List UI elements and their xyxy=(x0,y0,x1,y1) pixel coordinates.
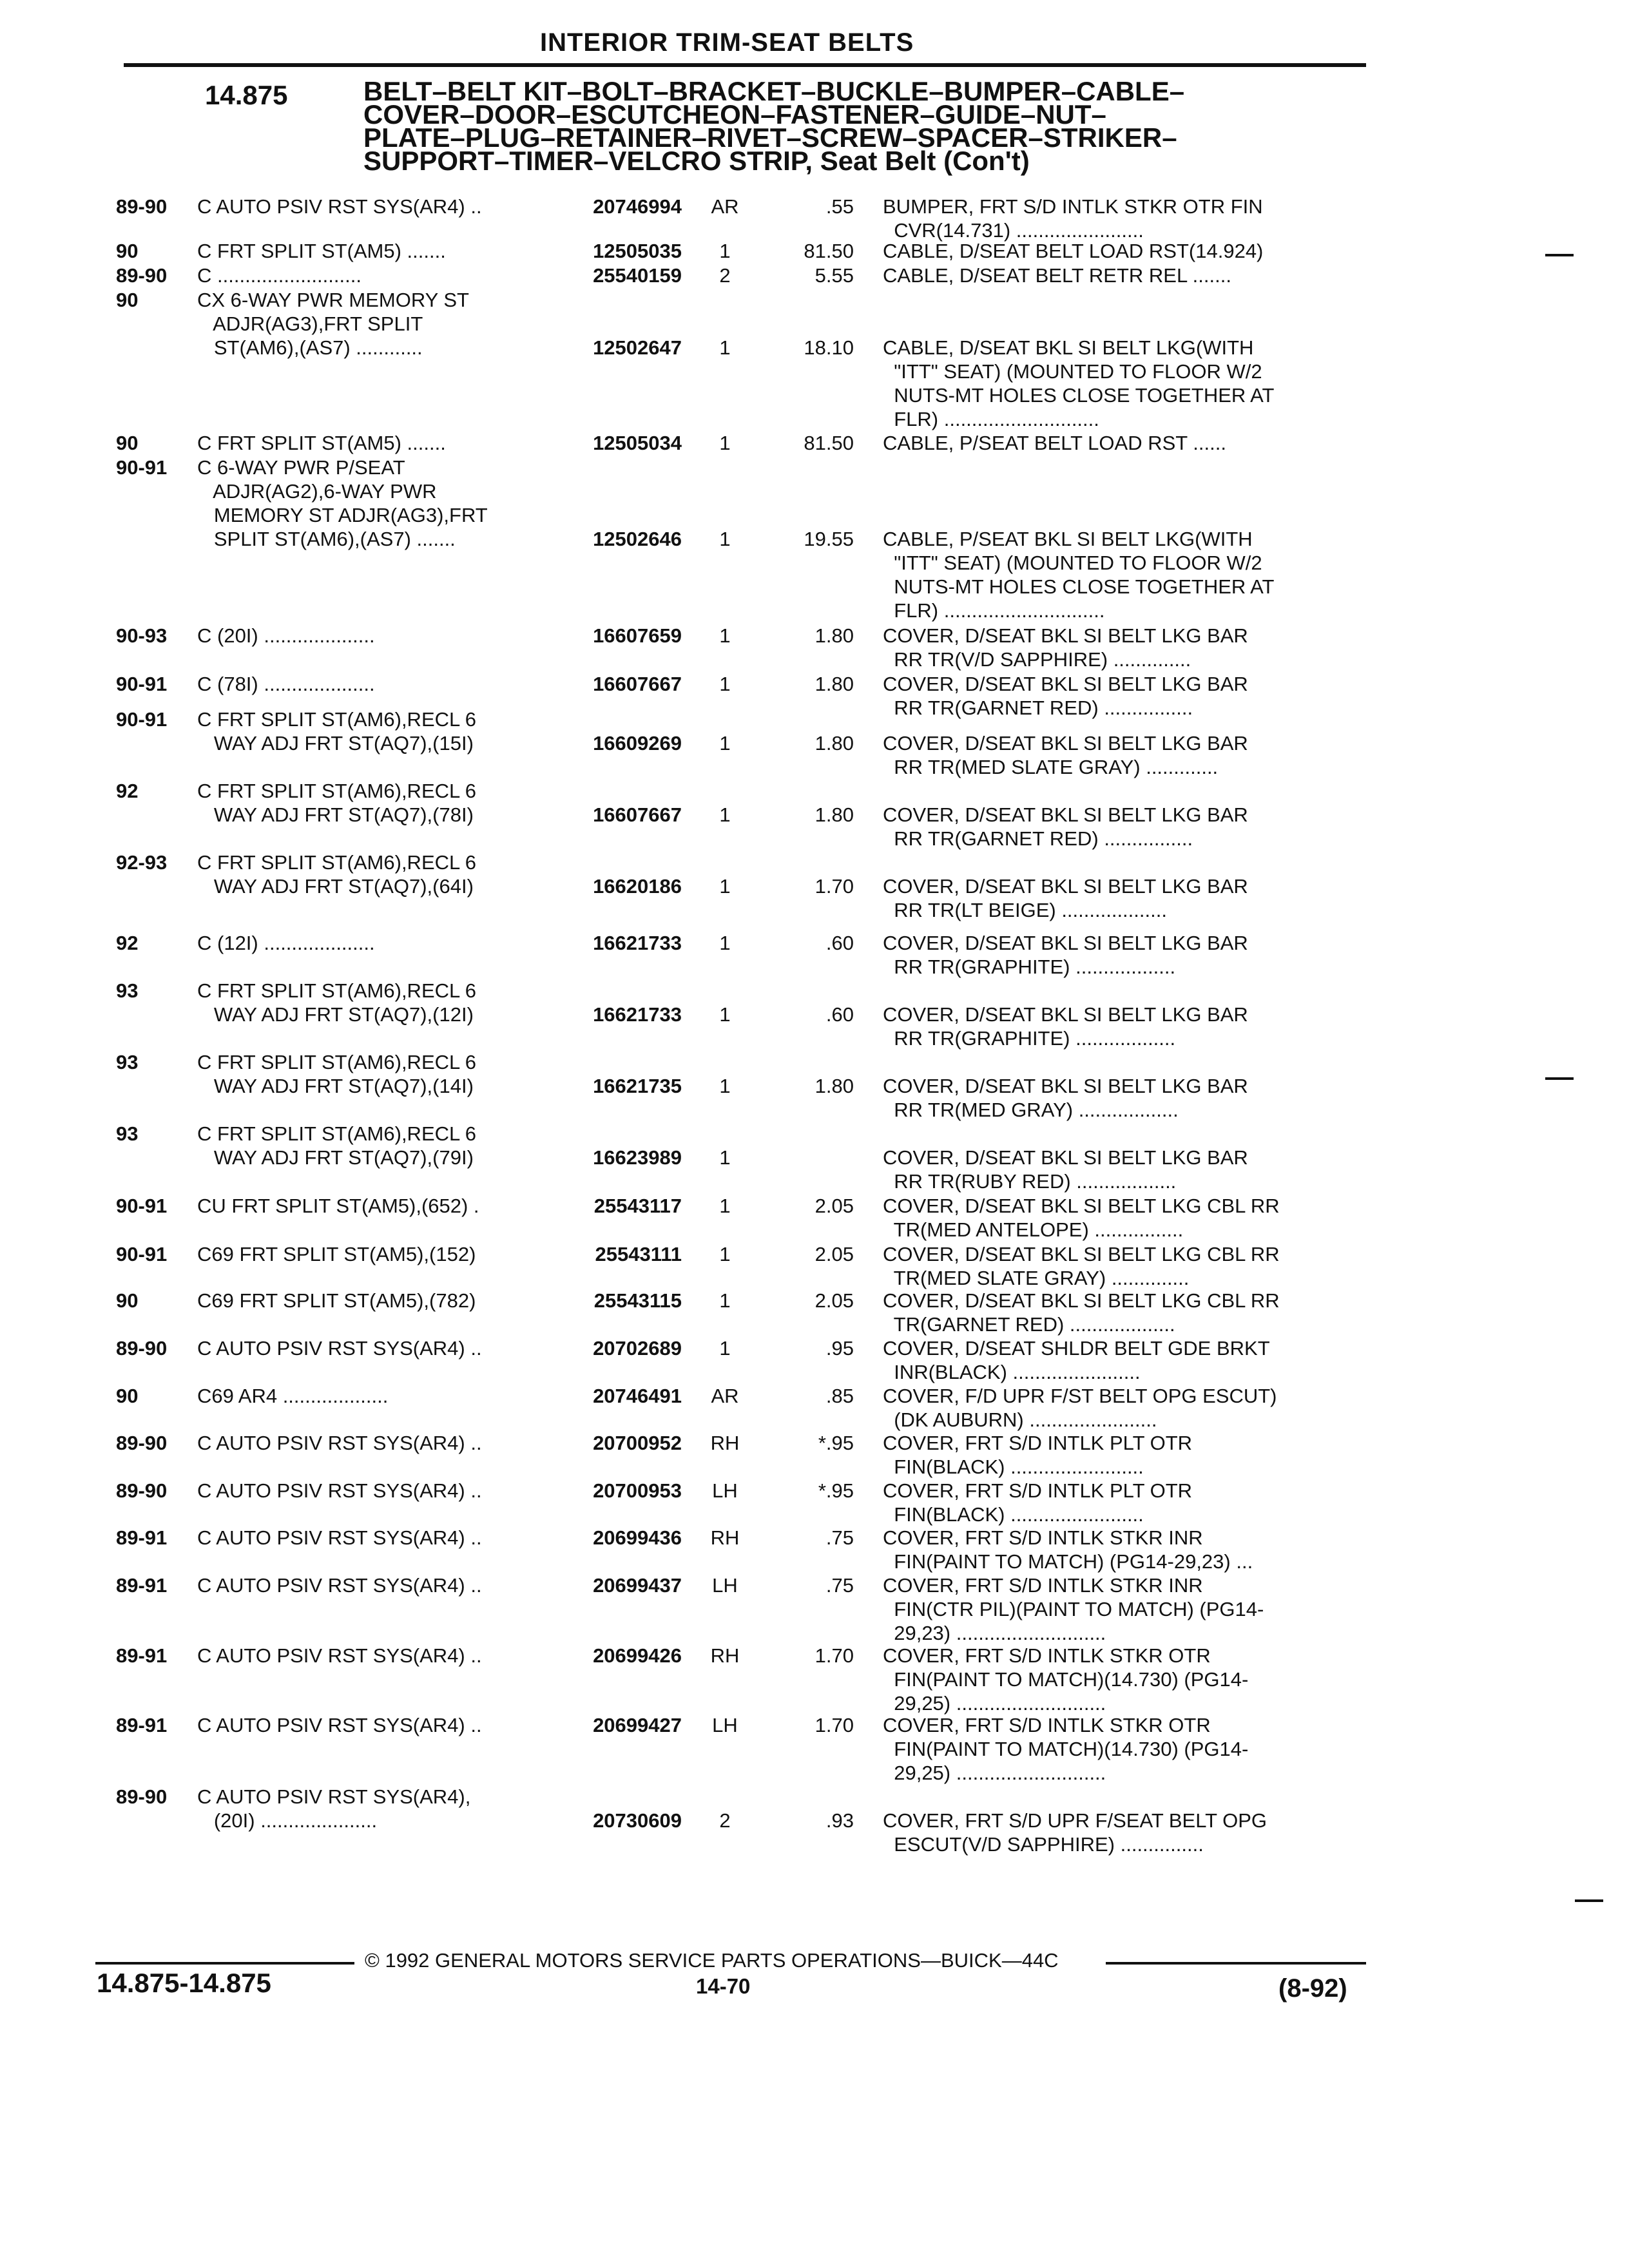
model-year: 93 xyxy=(116,979,139,1002)
part-number: 12502646 xyxy=(593,528,682,550)
model-year: 92 xyxy=(116,932,139,954)
model-year: 92 xyxy=(116,780,139,802)
part-description: BUMPER, FRT S/D INTLK STKR OTR FIN CVR(14.731) ....................... xyxy=(883,195,1263,242)
model-year: 92-93 xyxy=(116,851,168,874)
model-year: 89-91 xyxy=(116,1574,168,1597)
model-year: 90-93 xyxy=(116,624,168,647)
part-description: COVER, FRT S/D INTLK STKR INR FIN(CTR PIL)(PAINT TO MATCH) (PG14- 29,23) ........................... xyxy=(883,1574,1264,1644)
part-number: 16607659 xyxy=(593,624,682,647)
usage-description: C FRT SPLIT ST(AM6),RECL 6 WAY ADJ FRT ST(AQ7),(64I) xyxy=(197,851,476,898)
price: 19.55 xyxy=(804,528,854,550)
model-year: 90 xyxy=(116,240,139,262)
model-year: 89-91 xyxy=(116,1644,168,1667)
usage-description: C69 FRT SPLIT ST(AM5),(782) xyxy=(197,1289,476,1312)
price: .93 xyxy=(825,1809,854,1832)
price: 2.05 xyxy=(815,1243,854,1265)
model-year: 90-91 xyxy=(116,456,168,479)
quantity: 1 xyxy=(719,528,731,550)
part-description: COVER, D/SEAT BKL SI BELT LKG CBL RR TR(MED SLATE GRAY) .............. xyxy=(883,1243,1280,1289)
section-heading-line: BELT–BELT KIT–BOLT–BRACKET–BUCKLE–BUMPER–CABLE– xyxy=(363,76,1185,106)
usage-description: C FRT SPLIT ST(AM5) ....... xyxy=(197,240,446,262)
usage-description: C AUTO PSIV RST SYS(AR4) .. xyxy=(197,195,482,218)
part-description: COVER, FRT S/D INTLK STKR OTR FIN(PAINT TO MATCH)(14.730) (PG14- 29,25) ........................... xyxy=(883,1714,1249,1784)
model-year: 90 xyxy=(116,289,139,311)
part-description: COVER, FRT S/D INTLK STKR INR FIN(PAINT TO MATCH) (PG14-29,23) ... xyxy=(883,1526,1253,1573)
part-number: 20702689 xyxy=(593,1337,682,1360)
usage-description: C AUTO PSIV RST SYS(AR4) .. xyxy=(197,1479,482,1502)
part-number: 16621735 xyxy=(593,1075,682,1097)
part-description: COVER, D/SEAT BKL SI BELT LKG BAR RR TR(LT BEIGE) ................... xyxy=(883,875,1248,921)
quantity: LH xyxy=(712,1714,738,1736)
price: 1.70 xyxy=(815,875,854,898)
usage-description: C FRT SPLIT ST(AM6),RECL 6 WAY ADJ FRT ST(AQ7),(12I) xyxy=(197,979,476,1026)
model-year: 90-91 xyxy=(116,1243,168,1265)
price: .95 xyxy=(825,1337,854,1360)
section-heading-line: COVER–DOOR–ESCUTCHEON–FASTENER–GUIDE–NUT– xyxy=(363,99,1106,130)
price: 2.05 xyxy=(815,1289,854,1312)
part-description: COVER, D/SEAT BKL SI BELT LKG BAR RR TR(MED SLATE GRAY) ............. xyxy=(883,732,1248,778)
model-year: 89-90 xyxy=(116,1432,168,1454)
usage-description: C FRT SPLIT ST(AM6),RECL 6 WAY ADJ FRT ST(AQ7),(78I) xyxy=(197,780,476,826)
price: .55 xyxy=(825,195,854,218)
part-description: COVER, FRT S/D INTLK PLT OTR FIN(BLACK) ........................ xyxy=(883,1479,1193,1526)
price: 1.80 xyxy=(815,803,854,826)
quantity: 2 xyxy=(719,264,731,287)
quantity: 1 xyxy=(719,875,731,898)
margin-mark xyxy=(1545,254,1574,256)
part-description: CABLE, D/SEAT BELT RETR REL ....... xyxy=(883,264,1231,287)
price: .85 xyxy=(825,1385,854,1407)
part-number: 25540159 xyxy=(593,264,682,287)
quantity: 1 xyxy=(719,624,731,647)
footer-rule-left xyxy=(95,1962,354,1965)
usage-description: C69 AR4 ................... xyxy=(197,1385,389,1407)
part-description: COVER, D/SEAT BKL SI BELT LKG BAR RR TR(RUBY RED) .................. xyxy=(883,1146,1248,1193)
price: 2.05 xyxy=(815,1195,854,1217)
part-number: 12505035 xyxy=(593,240,682,262)
quantity: 1 xyxy=(719,932,731,954)
price: 1.70 xyxy=(815,1644,854,1667)
quantity: RH xyxy=(710,1644,740,1667)
part-number: 16620186 xyxy=(593,875,682,898)
model-year: 93 xyxy=(116,1122,139,1145)
model-year: 89-90 xyxy=(116,195,168,218)
usage-description: CU FRT SPLIT ST(AM5),(652) . xyxy=(197,1195,479,1217)
part-description: COVER, D/SEAT BKL SI BELT LKG BAR RR TR(GARNET RED) ................ xyxy=(883,803,1248,850)
price: 81.50 xyxy=(804,240,854,262)
part-number: 16621733 xyxy=(593,932,682,954)
usage-description: C (78I) .................... xyxy=(197,673,375,695)
part-number: 20746994 xyxy=(593,195,682,218)
price: *.95 xyxy=(818,1479,854,1502)
footer-page-number: 14-70 xyxy=(696,1974,751,1998)
part-description: COVER, D/SEAT BKL SI BELT LKG BAR RR TR(V/D SAPPHIRE) .............. xyxy=(883,624,1248,671)
model-year: 90 xyxy=(116,432,139,454)
price: .60 xyxy=(825,1003,854,1026)
quantity: LH xyxy=(712,1479,738,1502)
price: .60 xyxy=(825,932,854,954)
usage-description: C FRT SPLIT ST(AM5) ....... xyxy=(197,432,446,454)
part-number: 16607667 xyxy=(593,673,682,695)
header-rule xyxy=(124,63,1366,67)
price: *.95 xyxy=(818,1432,854,1454)
section-number: 14.875 xyxy=(205,80,288,110)
usage-description: C AUTO PSIV RST SYS(AR4), (20I) ..................... xyxy=(197,1785,471,1832)
quantity: AR xyxy=(711,1385,739,1407)
price: 5.55 xyxy=(815,264,854,287)
model-year: 89-90 xyxy=(116,264,168,287)
model-year: 89-91 xyxy=(116,1526,168,1549)
part-number: 20699436 xyxy=(593,1526,682,1549)
part-description: COVER, D/SEAT BKL SI BELT LKG BAR RR TR(GRAPHITE) .................. xyxy=(883,932,1248,978)
part-number: 16607667 xyxy=(593,803,682,826)
price: 1.80 xyxy=(815,624,854,647)
part-description: CABLE, P/SEAT BKL SI BELT LKG(WITH "ITT" SEAT) (MOUNTED TO FLOOR W/2 NUTS-MT HOLES CLOSE TOGETHER AT FLR) ............................. xyxy=(883,528,1275,622)
price: 18.10 xyxy=(804,336,854,359)
usage-description: C FRT SPLIT ST(AM6),RECL 6 WAY ADJ FRT ST(AQ7),(79I) xyxy=(197,1122,476,1169)
part-number: 16609269 xyxy=(593,732,682,754)
part-number: 25543111 xyxy=(595,1243,682,1265)
usage-description: C FRT SPLIT ST(AM6),RECL 6 WAY ADJ FRT ST(AQ7),(15I) xyxy=(197,708,476,754)
model-year: 89-90 xyxy=(116,1785,168,1808)
quantity: 1 xyxy=(719,1195,731,1217)
quantity: 1 xyxy=(719,673,731,695)
quantity: 1 xyxy=(719,432,731,454)
part-description: COVER, D/SEAT BKL SI BELT LKG BAR RR TR(GARNET RED) ................ xyxy=(883,673,1248,719)
part-description: COVER, FRT S/D UPR F/SEAT BELT OPG ESCUT(V/D SAPPHIRE) ............... xyxy=(883,1809,1268,1856)
model-year: 90-91 xyxy=(116,673,168,695)
model-year: 89-91 xyxy=(116,1714,168,1736)
part-description: COVER, D/SEAT BKL SI BELT LKG BAR RR TR(GRAPHITE) .................. xyxy=(883,1003,1248,1050)
part-description: COVER, D/SEAT BKL SI BELT LKG BAR RR TR(MED GRAY) .................. xyxy=(883,1075,1248,1121)
part-description: COVER, D/SEAT BKL SI BELT LKG CBL RR TR(MED ANTELOPE) ................ xyxy=(883,1195,1280,1241)
model-year: 93 xyxy=(116,1051,139,1073)
quantity: LH xyxy=(712,1574,738,1597)
price: .75 xyxy=(825,1526,854,1549)
quantity: 1 xyxy=(719,1289,731,1312)
part-description: COVER, FRT S/D INTLK STKR OTR FIN(PAINT TO MATCH)(14.730) (PG14- 29,25) ........................... xyxy=(883,1644,1249,1715)
quantity: 1 xyxy=(719,336,731,359)
price: 1.80 xyxy=(815,732,854,754)
section-heading-line: SUPPORT–TIMER–VELCRO STRIP, Seat Belt (Con't) xyxy=(363,146,1030,176)
part-number: 20699426 xyxy=(593,1644,682,1667)
part-description: COVER, D/SEAT SHLDR BELT GDE BRKT INR(BLACK) ....................... xyxy=(883,1337,1270,1383)
usage-description: C (20I) .................... xyxy=(197,624,375,647)
quantity: RH xyxy=(710,1526,740,1549)
quantity: RH xyxy=(710,1432,740,1454)
quantity: AR xyxy=(711,195,739,218)
part-number: 16623989 xyxy=(593,1146,682,1169)
part-number: 12505034 xyxy=(593,432,682,454)
part-description: CABLE, P/SEAT BELT LOAD RST ...... xyxy=(883,432,1226,454)
margin-mark xyxy=(1575,1899,1603,1902)
model-year: 90-91 xyxy=(116,1195,168,1217)
part-number: 20700952 xyxy=(593,1432,682,1454)
quantity: 1 xyxy=(719,732,731,754)
model-year: 90-91 xyxy=(116,708,168,731)
footer-section-range: 14.875-14.875 xyxy=(97,1968,271,1998)
model-year: 89-90 xyxy=(116,1479,168,1502)
usage-description: C (12I) .................... xyxy=(197,932,375,954)
part-number: 20746491 xyxy=(593,1385,682,1407)
quantity: 1 xyxy=(719,1075,731,1097)
part-number: 16621733 xyxy=(593,1003,682,1026)
part-number: 25543115 xyxy=(593,1289,682,1312)
price: 1.80 xyxy=(815,673,854,695)
model-year: 90 xyxy=(116,1385,139,1407)
usage-description: C FRT SPLIT ST(AM6),RECL 6 WAY ADJ FRT ST(AQ7),(14I) xyxy=(197,1051,476,1097)
usage-description: C AUTO PSIV RST SYS(AR4) .. xyxy=(197,1574,482,1597)
model-year: 90 xyxy=(116,1289,139,1312)
part-description: CABLE, D/SEAT BELT LOAD RST(14.924) xyxy=(883,240,1264,262)
usage-description: CX 6-WAY PWR MEMORY ST ADJR(AG3),FRT SPLIT ST(AM6),(AS7) ............ xyxy=(197,289,469,359)
quantity: 1 xyxy=(719,240,731,262)
usage-description: C69 FRT SPLIT ST(AM5),(152) xyxy=(197,1243,476,1265)
part-number: 12502647 xyxy=(593,336,682,359)
section-heading-line: PLATE–PLUG–RETAINER–RIVET–SCREW–SPACER–STRIKER– xyxy=(363,122,1177,153)
margin-mark xyxy=(1545,1077,1574,1080)
usage-description: C 6-WAY PWR P/SEAT ADJR(AG2),6-WAY PWR MEMORY ST ADJR(AG3),FRT SPLIT ST(AM6),(AS7) ....... xyxy=(197,456,488,550)
part-description: CABLE, D/SEAT BKL SI BELT LKG(WITH "ITT" SEAT) (MOUNTED TO FLOOR W/2 NUTS-MT HOLES CLOSE TOGETHER AT FLR) ............................ xyxy=(883,336,1275,430)
part-number: 25543117 xyxy=(593,1195,682,1217)
footer-date-code: (8-92) xyxy=(1278,1974,1347,2003)
part-number: 20699427 xyxy=(593,1714,682,1736)
part-description: COVER, FRT S/D INTLK PLT OTR FIN(BLACK) ........................ xyxy=(883,1432,1193,1478)
usage-description: C AUTO PSIV RST SYS(AR4) .. xyxy=(197,1644,482,1667)
model-year: 89-90 xyxy=(116,1337,168,1360)
quantity: 1 xyxy=(719,1337,731,1360)
price: 1.80 xyxy=(815,1075,854,1097)
quantity: 2 xyxy=(719,1809,731,1832)
usage-description: C AUTO PSIV RST SYS(AR4) .. xyxy=(197,1526,482,1549)
footer-copyright: © 1992 GENERAL MOTORS SERVICE PARTS OPERATIONS—BUICK—44C xyxy=(365,1949,1059,1972)
part-description: COVER, F/D UPR F/ST BELT OPG ESCUT) (DK AUBURN) ....................... xyxy=(883,1385,1277,1431)
part-number: 20699437 xyxy=(593,1574,682,1597)
usage-description: C .......................... xyxy=(197,264,361,287)
price: .75 xyxy=(825,1574,854,1597)
usage-description: C AUTO PSIV RST SYS(AR4) .. xyxy=(197,1432,482,1454)
part-number: 20730609 xyxy=(593,1809,682,1832)
section-heading xyxy=(363,76,1330,176)
footer-rule-right xyxy=(1106,1962,1366,1965)
quantity: 1 xyxy=(719,803,731,826)
usage-description: C AUTO PSIV RST SYS(AR4) .. xyxy=(197,1337,482,1360)
usage-description: C AUTO PSIV RST SYS(AR4) .. xyxy=(197,1714,482,1736)
price: 1.70 xyxy=(815,1714,854,1736)
price: 81.50 xyxy=(804,432,854,454)
page-title: INTERIOR TRIM-SEAT BELTS xyxy=(540,28,914,57)
quantity: 1 xyxy=(719,1146,731,1169)
quantity: 1 xyxy=(719,1003,731,1026)
part-number: 20700953 xyxy=(593,1479,682,1502)
quantity: 1 xyxy=(719,1243,731,1265)
part-description: COVER, D/SEAT BKL SI BELT LKG CBL RR TR(GARNET RED) ................... xyxy=(883,1289,1280,1336)
